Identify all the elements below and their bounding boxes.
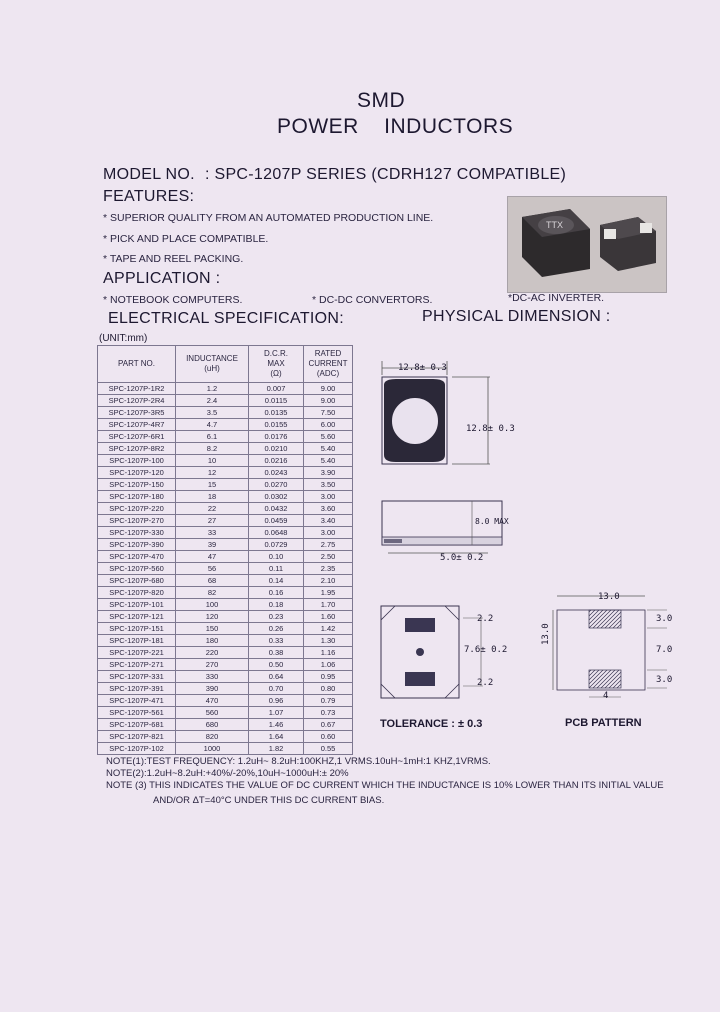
cell-current: 2.10	[304, 575, 353, 587]
cell-part-no: SPC-1207P-221	[98, 647, 176, 659]
cell-part-no: SPC-1207P-120	[98, 467, 176, 479]
cell-dcr: 0.18	[249, 599, 304, 611]
cell-part-no: SPC-1207P-8R2	[98, 443, 176, 455]
cell-part-no: SPC-1207P-821	[98, 731, 176, 743]
cell-dcr: 0.0270	[249, 479, 304, 491]
model-label: MODEL NO.	[103, 166, 195, 183]
header-current-unit: (ADC)	[316, 369, 340, 378]
cell-current: 3.60	[304, 503, 353, 515]
table-row	[98, 395, 353, 407]
cell-part-no: SPC-1207P-2R4	[98, 395, 176, 407]
cell-part-no: SPC-1207P-100	[98, 455, 176, 467]
cell-inductance: 39	[176, 539, 249, 551]
cell-dcr: 0.11	[249, 563, 304, 575]
header-inductance-label: INDUCTANCE	[186, 354, 238, 363]
table-row	[98, 635, 353, 647]
table-row	[98, 647, 353, 659]
spec-table	[97, 345, 353, 755]
application-item: *DC-AC INVERTER.	[508, 292, 605, 304]
electrical-heading: ELECTRICAL SPECIFICATION:	[108, 310, 344, 327]
cell-current: 3.40	[304, 515, 353, 527]
cell-part-no: SPC-1207P-330	[98, 527, 176, 539]
cell-dcr: 0.38	[249, 647, 304, 659]
header-part: PART NO.	[98, 346, 176, 383]
product-photo	[507, 196, 667, 293]
cell-dcr: 0.0176	[249, 431, 304, 443]
cell-part-no: SPC-1207P-681	[98, 719, 176, 731]
cell-part-no: SPC-1207P-220	[98, 503, 176, 515]
cell-part-no: SPC-1207P-471	[98, 695, 176, 707]
table-row	[98, 479, 353, 491]
feature-item: * TAPE AND REEL PACKING.	[103, 253, 244, 265]
cell-dcr: 0.0302	[249, 491, 304, 503]
cell-dcr: 1.64	[249, 731, 304, 743]
cell-inductance: 56	[176, 563, 249, 575]
cell-current: 0.80	[304, 683, 353, 695]
table-row	[98, 491, 353, 503]
header-dcr-unit: (Ω)	[270, 369, 282, 378]
cell-part-no: SPC-1207P-331	[98, 671, 176, 683]
cell-inductance: 150	[176, 623, 249, 635]
table-row	[98, 443, 353, 455]
cell-inductance: 270	[176, 659, 249, 671]
cell-part-no: SPC-1207P-1R2	[98, 383, 176, 395]
cell-inductance: 680	[176, 719, 249, 731]
header-dcr	[249, 346, 304, 383]
cell-part-no: SPC-1207P-270	[98, 515, 176, 527]
cell-current: 5.40	[304, 455, 353, 467]
cell-inductance: 820	[176, 731, 249, 743]
application-item: * DC-DC CONVERTORS.	[312, 294, 433, 306]
bottom-pad-a-dim: 2.2	[477, 614, 494, 624]
cell-inductance: 1000	[176, 743, 249, 755]
cell-inductance: 82	[176, 587, 249, 599]
cell-dcr: 0.0155	[249, 419, 304, 431]
cell-inductance: 330	[176, 671, 249, 683]
top-view-drawing	[370, 355, 510, 490]
table-row	[98, 611, 353, 623]
cell-current: 5.40	[304, 443, 353, 455]
cell-dcr: 0.50	[249, 659, 304, 671]
table-row	[98, 467, 353, 479]
cell-current: 3.90	[304, 467, 353, 479]
cell-dcr: 0.16	[249, 587, 304, 599]
table-row	[98, 719, 353, 731]
cell-dcr: 0.14	[249, 575, 304, 587]
cell-current: 1.70	[304, 599, 353, 611]
cell-part-no: SPC-1207P-391	[98, 683, 176, 695]
pcb-pad-top-dim: 3.0	[656, 614, 673, 624]
header-dcr-label: D.C.R.	[264, 349, 288, 358]
header-inductance	[176, 346, 249, 383]
pcb-pad-width-dim: 4	[603, 691, 609, 701]
header-current	[304, 346, 353, 383]
table-row	[98, 599, 353, 611]
cell-dcr: 0.0135	[249, 407, 304, 419]
cell-part-no: SPC-1207P-150	[98, 479, 176, 491]
cell-current: 6.00	[304, 419, 353, 431]
photo-marking: TTX	[546, 220, 563, 230]
cell-dcr: 1.07	[249, 707, 304, 719]
header-current-label: RATED	[314, 349, 342, 358]
cell-current: 1.30	[304, 635, 353, 647]
cell-inductance: 180	[176, 635, 249, 647]
cell-dcr: 0.0432	[249, 503, 304, 515]
cell-part-no: SPC-1207P-680	[98, 575, 176, 587]
cell-current: 1.95	[304, 587, 353, 599]
cell-part-no: SPC-1207P-181	[98, 635, 176, 647]
cell-inductance: 8.2	[176, 443, 249, 455]
cell-part-no: SPC-1207P-271	[98, 659, 176, 671]
table-row	[98, 431, 353, 443]
cell-part-no: SPC-1207P-6R1	[98, 431, 176, 443]
cell-inductance: 18	[176, 491, 249, 503]
cell-part-no: SPC-1207P-180	[98, 491, 176, 503]
cell-inductance: 560	[176, 707, 249, 719]
cell-current: 5.60	[304, 431, 353, 443]
physical-heading: PHYSICAL DIMENSION :	[422, 308, 611, 325]
feature-item: * SUPERIOR QUALITY FROM AN AUTOMATED PRODUCTION LINE.	[103, 212, 434, 224]
table-row	[98, 671, 353, 683]
cell-dcr: 0.64	[249, 671, 304, 683]
title-line2: POWER INDUCTORS	[277, 115, 514, 138]
table-row	[98, 383, 353, 395]
cell-current: 3.00	[304, 491, 353, 503]
cell-dcr: 0.96	[249, 695, 304, 707]
pcb-width-dim: 13.0	[598, 592, 620, 602]
cell-current: 9.00	[304, 395, 353, 407]
cell-current: 1.42	[304, 623, 353, 635]
bottom-center-dim: 7.6± 0.2	[464, 645, 508, 655]
cell-current: 9.00	[304, 383, 353, 395]
table-row	[98, 683, 353, 695]
cell-part-no: SPC-1207P-4R7	[98, 419, 176, 431]
table-row	[98, 563, 353, 575]
table-row	[98, 419, 353, 431]
feature-item: * PICK AND PLACE COMPATIBLE.	[103, 233, 269, 245]
cell-current: 7.50	[304, 407, 353, 419]
table-row	[98, 407, 353, 419]
cell-inductance: 1.2	[176, 383, 249, 395]
cell-dcr: 0.0210	[249, 443, 304, 455]
title-line1: SMD	[357, 89, 406, 112]
table-row	[98, 731, 353, 743]
cell-current: 0.60	[304, 731, 353, 743]
cell-dcr: 0.0648	[249, 527, 304, 539]
cell-part-no: SPC-1207P-151	[98, 623, 176, 635]
table-row	[98, 623, 353, 635]
cell-part-no: SPC-1207P-561	[98, 707, 176, 719]
pcb-pattern-label: PCB PATTERN	[565, 717, 642, 729]
table-row	[98, 503, 353, 515]
cell-current: 2.50	[304, 551, 353, 563]
pcb-height-dim: 13.0	[541, 623, 551, 645]
cell-inductance: 12	[176, 467, 249, 479]
cell-current: 0.67	[304, 719, 353, 731]
tolerance-label: TOLERANCE : ± 0.3	[380, 718, 483, 730]
table-header-row	[98, 346, 353, 383]
cell-part-no: SPC-1207P-3R5	[98, 407, 176, 419]
cell-current: 2.35	[304, 563, 353, 575]
model-value: : SPC-1207P SERIES (CDRH127 COMPATIBLE)	[205, 166, 567, 183]
cell-current: 1.06	[304, 659, 353, 671]
table-row	[98, 551, 353, 563]
pcb-gap-dim: 7.0	[656, 645, 673, 655]
cell-inductance: 33	[176, 527, 249, 539]
cell-part-no: SPC-1207P-121	[98, 611, 176, 623]
cell-part-no: SPC-1207P-101	[98, 599, 176, 611]
cell-inductance: 2.4	[176, 395, 249, 407]
application-item: * NOTEBOOK COMPUTERS.	[103, 294, 243, 306]
cell-inductance: 27	[176, 515, 249, 527]
cell-dcr: 0.26	[249, 623, 304, 635]
cell-inductance: 120	[176, 611, 249, 623]
cell-current: 3.50	[304, 479, 353, 491]
pcb-pad-bottom-dim: 3.0	[656, 675, 673, 685]
top-height-dim: 12.8± 0.3	[466, 424, 515, 434]
note-1: NOTE(1):TEST FREQUENCY: 1.2uH~ 8.2uH:100KHZ,1 VRMS.10uH~1mH:1 KHZ,1VRMS.	[106, 756, 491, 767]
unit-label: (UNIT:mm)	[99, 333, 148, 344]
cell-dcr: 0.33	[249, 635, 304, 647]
cell-current: 2.75	[304, 539, 353, 551]
table-row	[98, 743, 353, 755]
table-row	[98, 707, 353, 719]
cell-inductance: 15	[176, 479, 249, 491]
cell-dcr: 1.82	[249, 743, 304, 755]
cell-dcr: 0.10	[249, 551, 304, 563]
cell-dcr: 1.46	[249, 719, 304, 731]
cell-inductance: 220	[176, 647, 249, 659]
table-row	[98, 527, 353, 539]
cell-inductance: 100	[176, 599, 249, 611]
table-row	[98, 659, 353, 671]
note-3: NOTE (3) THIS INDICATES THE VALUE OF DC CURRENT WHICH THE INDUCTANCE IS 10% LOWER THAN ITS INITIAL VALUE	[106, 780, 664, 791]
header-inductance-unit: (uH)	[204, 364, 220, 373]
header-current-label2: CURRENT	[308, 359, 348, 368]
cell-part-no: SPC-1207P-390	[98, 539, 176, 551]
note-3-continued: AND/OR ΔT=40°C UNDER THIS DC CURRENT BIAS.	[153, 795, 385, 806]
cell-dcr: 0.70	[249, 683, 304, 695]
cell-dcr: 0.0729	[249, 539, 304, 551]
cell-dcr: 0.0459	[249, 515, 304, 527]
cell-dcr: 0.0115	[249, 395, 304, 407]
cell-inductance: 4.7	[176, 419, 249, 431]
cell-dcr: 0.0216	[249, 455, 304, 467]
bottom-pad-b-dim: 2.2	[477, 678, 494, 688]
cell-part-no: SPC-1207P-102	[98, 743, 176, 755]
cell-current: 1.16	[304, 647, 353, 659]
cell-current: 0.73	[304, 707, 353, 719]
top-width-dim: 12.8± 0.3	[398, 363, 447, 373]
application-heading: APPLICATION :	[103, 270, 221, 287]
cell-part-no: SPC-1207P-470	[98, 551, 176, 563]
side-width-dim: 5.0± 0.2	[440, 553, 484, 563]
cell-inductance: 470	[176, 695, 249, 707]
cell-dcr: 0.23	[249, 611, 304, 623]
features-heading: FEATURES:	[103, 188, 195, 205]
cell-inductance: 22	[176, 503, 249, 515]
table-row	[98, 587, 353, 599]
cell-part-no: SPC-1207P-820	[98, 587, 176, 599]
cell-inductance: 10	[176, 455, 249, 467]
cell-current: 0.95	[304, 671, 353, 683]
bottom-view-drawing	[375, 600, 485, 710]
cell-inductance: 47	[176, 551, 249, 563]
cell-current: 1.60	[304, 611, 353, 623]
cell-current: 0.55	[304, 743, 353, 755]
header-dcr-max: MAX	[267, 359, 285, 368]
cell-inductance: 390	[176, 683, 249, 695]
table-row	[98, 455, 353, 467]
cell-current: 3.00	[304, 527, 353, 539]
table-row	[98, 695, 353, 707]
inductor-photo-graphic	[508, 197, 666, 292]
note-2: NOTE(2):1.2uH~8.2uH:+40%/-20%,10uH~1000uH:± 20%	[106, 768, 349, 779]
side-height-dim: 8.0 MAX	[475, 517, 509, 526]
cell-inductance: 3.5	[176, 407, 249, 419]
cell-inductance: 6.1	[176, 431, 249, 443]
table-row	[98, 515, 353, 527]
cell-current: 0.79	[304, 695, 353, 707]
cell-dcr: 0.007	[249, 383, 304, 395]
cell-part-no: SPC-1207P-560	[98, 563, 176, 575]
table-row	[98, 575, 353, 587]
cell-dcr: 0.0243	[249, 467, 304, 479]
cell-inductance: 68	[176, 575, 249, 587]
spec-table-body	[98, 383, 353, 755]
table-row	[98, 539, 353, 551]
